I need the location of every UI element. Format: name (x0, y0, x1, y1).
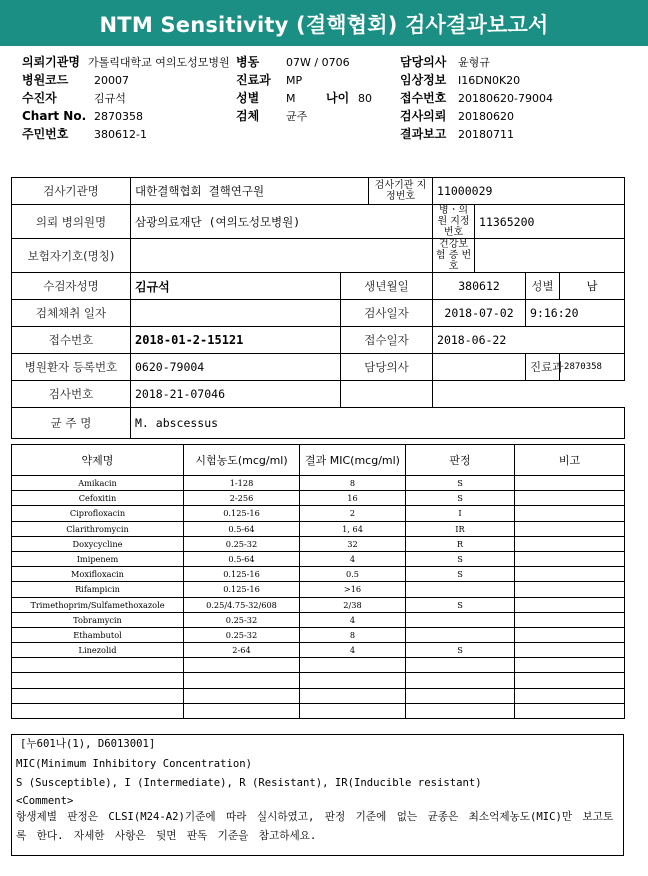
header-value: 20180711 (458, 128, 514, 141)
receipt-label: 접수번호 (12, 327, 131, 354)
birth-label: 생년월일 (341, 273, 433, 300)
mic-cell: 4 (300, 551, 406, 566)
test-org-label: 검사기관명 (12, 178, 131, 205)
sex-value: M (286, 92, 296, 105)
interpretation-cell: S (406, 476, 515, 491)
interpretation-cell: R (406, 536, 515, 551)
mic-cell: 32 (300, 536, 406, 551)
organism-label: 균 주 명 (12, 408, 131, 439)
ward-value: 07W / 0706 (286, 56, 350, 69)
drug-name-cell: Clarithromycin (12, 521, 184, 536)
test-no-blank (341, 381, 433, 408)
dept-value: MP (286, 74, 303, 87)
header-label: Chart No. (22, 109, 87, 123)
mic-cell (300, 703, 406, 718)
drug-name-cell: Rifampicin (12, 582, 184, 597)
header-value: 380612-1 (94, 128, 147, 141)
req-hosp-label: 의뢰 병의원명 (12, 205, 131, 239)
drug-name-cell: Moxifloxacin (12, 567, 184, 582)
drug-sensitivity-table (11, 444, 625, 719)
remark-cell (515, 491, 625, 506)
test-no-value: 2018-21-07046 (131, 381, 341, 408)
dept-label: 진료과 (526, 354, 560, 381)
drug-row (12, 521, 625, 536)
drug-row (12, 551, 625, 566)
test-conc-cell: 0.125-16 (184, 506, 300, 521)
health-ins-label: 건강보험 증 번 호 (433, 239, 475, 273)
test-date-value: 2018-07-02 (433, 300, 526, 327)
health-ins-value (475, 239, 625, 273)
req-hosp-id-label: 병ㆍ의원 지정번호 (433, 205, 475, 239)
req-hosp-value: 삼광의료재단 (여의도성모병원) (131, 205, 433, 239)
drug-name-cell: Imipenem (12, 551, 184, 566)
header-label: 의뢰기관명 (22, 55, 80, 69)
test-conc-cell: 1-128 (184, 476, 300, 491)
drug-row (12, 582, 625, 597)
interpretation-cell (406, 658, 515, 673)
age-label: 나이 (326, 91, 350, 105)
remark-cell (515, 703, 625, 718)
drug-row (12, 506, 625, 521)
test-conc-cell (184, 673, 300, 688)
interpretation-cell (406, 582, 515, 597)
header-value: 20180620 (458, 110, 514, 123)
patient-label: 수검자성명 (12, 273, 131, 300)
remark-cell (515, 627, 625, 642)
receipt-value: 2018-01-2-15121 (131, 327, 341, 354)
drug-row (12, 627, 625, 642)
drug-row (12, 643, 625, 658)
specimen-label: 검체 (236, 109, 260, 123)
insurance-value (131, 239, 433, 273)
header-value: 윤형규 (458, 56, 490, 69)
test-conc-cell: 0.25-32 (184, 627, 300, 642)
receipt-date-label: 접수일자 (341, 327, 433, 354)
drug-table-body (12, 445, 625, 719)
receipt-date-value: 2018-06-22 (433, 327, 625, 354)
drug-name-cell: Linezolid (12, 643, 184, 658)
interpretation-cell (406, 673, 515, 688)
col-interpretation: 판정 (406, 445, 515, 476)
mic-cell: 4 (300, 612, 406, 627)
drug-row (12, 536, 625, 551)
drug-name-cell (12, 658, 184, 673)
drug-name-cell (12, 688, 184, 703)
drug-name-cell: Tobramycin (12, 612, 184, 627)
report-title: NTM Sensitivity (결핵협회) 검사결과보고서 (99, 13, 549, 37)
interpretation-cell: S (406, 567, 515, 582)
header-right (400, 55, 553, 145)
remark-cell (515, 551, 625, 566)
header-value: 20180620-79004 (458, 92, 553, 105)
doctor-label: 담당의사 (341, 354, 433, 381)
drug-row (12, 476, 625, 491)
drug-row (12, 688, 625, 703)
sex-label: 성별 (236, 91, 260, 105)
header-label: 접수번호 (400, 91, 447, 105)
comment-label: <Comment> (16, 794, 74, 807)
doctor-value (433, 354, 526, 381)
remark-cell (515, 643, 625, 658)
remark-cell (515, 567, 625, 582)
remark-cell (515, 582, 625, 597)
mic-cell: 4 (300, 643, 406, 658)
test-conc-cell: 2-64 (184, 643, 300, 658)
notes-box (11, 734, 624, 856)
drug-row (12, 567, 625, 582)
test-conc-cell: 0.25-32 (184, 536, 300, 551)
insurance-label: 보험자기호(명칭) (12, 239, 131, 273)
test-org-value: 대한결핵협회 결핵연구원 (131, 178, 369, 205)
test-conc-cell: 0.5-64 (184, 551, 300, 566)
remark-cell (515, 688, 625, 703)
interpretation-cell (406, 703, 515, 718)
remark-cell (515, 658, 625, 673)
organism-value: M. abscessus (131, 408, 625, 439)
col-drug-name: 약제명 (12, 445, 184, 476)
header-value: 김규석 (94, 92, 126, 105)
remark-cell (515, 597, 625, 612)
remark-cell (515, 536, 625, 551)
header-label: 수진자 (22, 91, 57, 105)
mic-cell: 16 (300, 491, 406, 506)
header-value: 가톨릭대학교 여의도성모병원 (88, 56, 230, 69)
interpretation-cell: S (406, 597, 515, 612)
header-value: I16DN0K20 (458, 74, 521, 87)
drug-name-cell: Ethambutol (12, 627, 184, 642)
mic-cell: 0.5 (300, 567, 406, 582)
interpretation-cell: IR (406, 521, 515, 536)
test-date-label: 검사일자 (341, 300, 433, 327)
drug-name-cell (12, 703, 184, 718)
interpretation-cell: S (406, 491, 515, 506)
interpretation-cell (406, 627, 515, 642)
test-time-value: 9:16:20 (526, 300, 625, 327)
drug-name-cell: Ciprofloxacin (12, 506, 184, 521)
mic-cell (300, 658, 406, 673)
header-label: 결과보고 (400, 127, 447, 141)
header-value: 20007 (94, 74, 129, 87)
test-conc-cell (184, 703, 300, 718)
reg-label: 병원환자 등록번호 (12, 354, 131, 381)
dept-value: 2870358 (560, 354, 625, 381)
title-bar (0, 0, 648, 46)
remark-cell (515, 612, 625, 627)
drug-name-cell: Cefoxitin (12, 491, 184, 506)
remark-cell (515, 506, 625, 521)
interpretation-cell: S (406, 643, 515, 658)
col-test-conc: 시험농도(mcg/ml) (184, 445, 300, 476)
mic-cell: 1, 64 (300, 521, 406, 536)
header-label: 주민번호 (22, 127, 69, 141)
test-conc-cell: 0.5-64 (184, 521, 300, 536)
dept-label: 진료과 (236, 73, 271, 87)
drug-row (12, 491, 625, 506)
test-conc-cell: 0.125-16 (184, 582, 300, 597)
mic-cell: 2 (300, 506, 406, 521)
header-label: 담당의사 (400, 55, 447, 69)
age-value: 80 (358, 92, 372, 105)
header-middle (236, 55, 372, 127)
col-mic-result: 결과 MIC(mcg/ml) (300, 445, 406, 476)
interpretation-cell (406, 688, 515, 703)
drug-table-header (12, 445, 625, 476)
test-conc-cell: 2-256 (184, 491, 300, 506)
mic-cell (300, 688, 406, 703)
comment-text: 항생제별 판정은 CLSI(M24-A2)기준에 따라 실시하였고, 판정 기준에 없는 균종은 최소억제농도(MIC)만 보고토록 한다. 자세한 사항은 뒷면 판독 기준을 참고하세요. (16, 810, 614, 842)
test-no-empty (433, 381, 625, 408)
ward-label: 병동 (236, 55, 260, 69)
sex-label: 성별 (526, 273, 560, 300)
specimen-value: 균주 (286, 110, 308, 123)
remark-cell (515, 521, 625, 536)
drug-row (12, 597, 625, 612)
collect-label: 검체채취 일자 (12, 300, 131, 327)
test-conc-cell (184, 688, 300, 703)
mic-text: MIC(Minimum Inhibitory Concentration) (16, 757, 252, 770)
test-conc-cell: 0.125-16 (184, 567, 300, 582)
test-conc-cell: 0.25/4.75-32/608 (184, 597, 300, 612)
remark-cell (515, 673, 625, 688)
mic-cell: >16 (300, 582, 406, 597)
drug-row (12, 673, 625, 688)
col-remark: 비고 (515, 445, 625, 476)
test-org-id-label: 검사기관 지정번호 (369, 178, 433, 205)
birth-value: 380612 (433, 273, 526, 300)
header-left (22, 55, 230, 145)
header-label: 임상정보 (400, 73, 447, 87)
code-text: [누601나(1), D6013001] (20, 738, 156, 750)
mic-cell (300, 673, 406, 688)
drug-row (12, 658, 625, 673)
drug-row (12, 612, 625, 627)
test-conc-cell: 0.25-32 (184, 612, 300, 627)
drug-name-cell: Amikacin (12, 476, 184, 491)
test-org-id-value: 11000029 (433, 178, 625, 205)
patient-value: 김규석 (131, 273, 341, 300)
mic-cell: 2/38 (300, 597, 406, 612)
reg-value: 0620-79004 (131, 354, 341, 381)
header-label: 검사의뢰 (400, 109, 447, 123)
interpretation-cell: S (406, 551, 515, 566)
interpretation-cell: I (406, 506, 515, 521)
req-hosp-id-value: 11365200 (475, 205, 625, 239)
sex-value: 남 (560, 273, 625, 300)
mic-cell: 8 (300, 476, 406, 491)
test-no-label: 검사번호 (12, 381, 131, 408)
drug-name-cell: Trimethoprim/Sulfamethoxazole (12, 597, 184, 612)
patient-info-table (11, 177, 625, 439)
interpretation-cell (406, 612, 515, 627)
legend-text: S (Susceptible), I (Intermediate), R (Resistant), IR(Inducible resistant) (16, 777, 482, 789)
test-conc-cell (184, 658, 300, 673)
collect-value (131, 300, 341, 327)
drug-row (12, 703, 625, 718)
drug-name-cell (12, 673, 184, 688)
remark-cell (515, 476, 625, 491)
drug-name-cell: Doxycycline (12, 536, 184, 551)
header-label: 병원코드 (22, 73, 69, 87)
header-value: 2870358 (94, 110, 143, 123)
mic-cell: 8 (300, 627, 406, 642)
